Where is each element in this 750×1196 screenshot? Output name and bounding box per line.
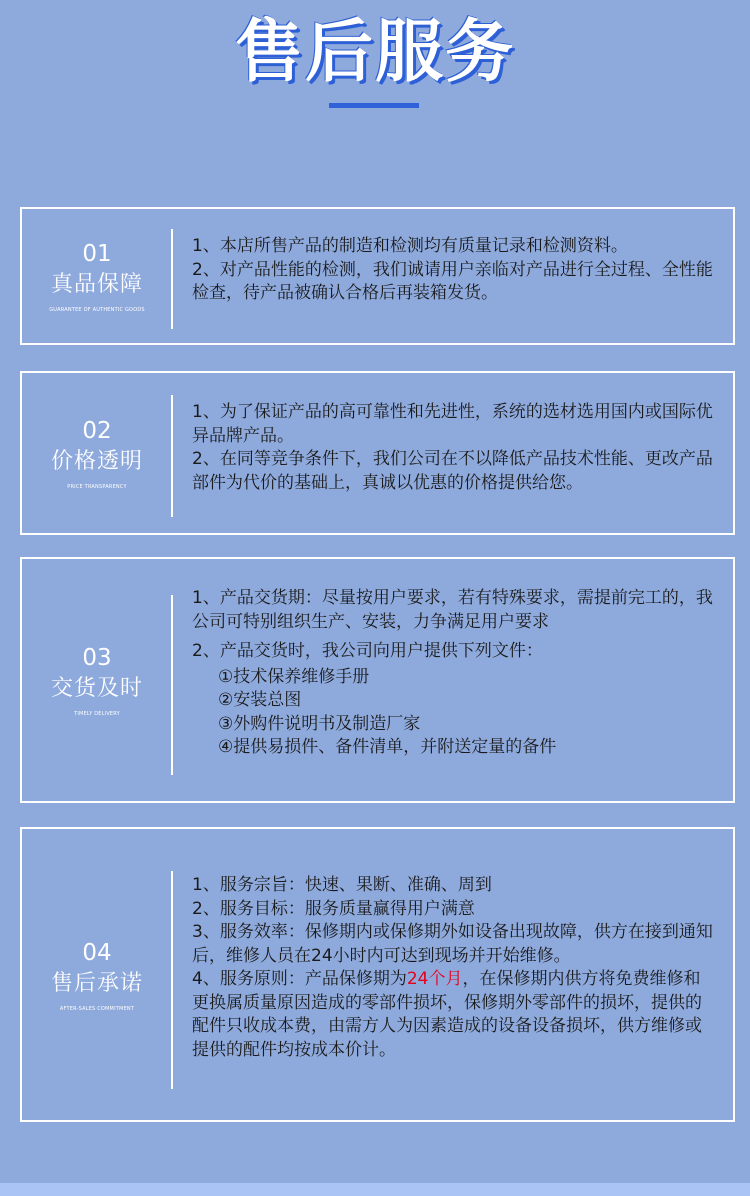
card-label-block — [22, 559, 172, 801]
card-divider — [171, 871, 173, 1089]
card-line: 2、服务目标：服务质量赢得用户满意 — [192, 898, 475, 919]
card-divider — [171, 229, 173, 329]
page-title: 售后服务 — [234, 13, 515, 92]
card-line: 1、为了保证产品的高可靠性和先进性，系统的选材选用国内或国际优异品牌产品。 — [192, 402, 713, 446]
card-subtitle: PRICE TRANSPARENCY — [67, 484, 127, 490]
card-timely-delivery — [20, 557, 735, 803]
card-title: 真品保障 — [50, 272, 143, 297]
card-number: 02 — [82, 418, 112, 444]
card-label-block — [22, 829, 172, 1120]
card-divider — [171, 395, 173, 517]
card-line: 1、服务宗旨：快速、果断、准确、周到 — [192, 875, 492, 895]
card-text — [192, 401, 713, 495]
card-label-block — [22, 373, 172, 533]
card-line: 2、产品交货时，我公司向用户提供下列文件： — [192, 641, 543, 661]
list-item: ④提供易损件、备件清单，并附送定量的备件 — [218, 737, 557, 757]
card-line: 3、服务效率：保修期内或保修期外如设备出现故障，供方在接到通知后，维修人员在24小时内可达到现场并开始维修。 — [192, 922, 713, 966]
card-subtitle: AFTER-SALES COMMITMENT — [59, 1005, 135, 1012]
card-divider — [171, 595, 173, 775]
card-line: 1、本店所售产品的制造和检测均有质量记录和检测资料。 — [192, 236, 628, 256]
card-subtitle: GUARANTEE OF AUTHENTIC GOODS — [49, 307, 145, 313]
card-line: 1、产品交货期：尽量按用户要求，若有特殊要求，需提前完工的，我公司可特别组织生产、安装，力争满足用户要求 — [192, 588, 713, 632]
list-item: ②安装总图 — [218, 690, 302, 710]
bottom-strip — [0, 1183, 750, 1196]
warranty-text-post: ，在保修期内供方将免费维修和更换属质量原因造成的零部件损坏，保修期外零部件的损坏，提供的配件只收成本费，由需方人为因素造成的设备设备损坏，供方维修或提供的配件均按成本价计。 — [192, 969, 702, 1060]
card-line — [192, 968, 713, 1062]
card-number: 04 — [82, 939, 112, 966]
card-title: 售后承诺 — [50, 970, 143, 996]
card-number: 03 — [82, 645, 112, 671]
card-text — [192, 587, 713, 760]
card-after-sales — [20, 827, 735, 1122]
card-price-transparency — [20, 371, 735, 535]
card-number: 01 — [82, 241, 112, 267]
list-item: ③外购件说明书及制造厂家 — [218, 713, 421, 734]
warranty-period-highlight: 24个月 — [406, 969, 463, 989]
title-underline — [329, 103, 419, 108]
card-line: 2、在同等竞争条件下，我们公司在不以降低产品技术性能、更改产品部件为代价的基础上，真诚以优惠的价格提供给您。 — [192, 449, 713, 493]
warranty-text-pre: 4、服务原则：产品保修期为 — [192, 969, 407, 989]
card-text — [192, 874, 713, 1062]
card-title: 价格透明 — [50, 449, 143, 474]
list-item: ①技术保养维修手册 — [218, 666, 370, 687]
card-title: 交货及时 — [50, 676, 143, 701]
card-label-block — [22, 209, 172, 343]
card-authentic-goods — [20, 207, 735, 345]
card-text — [192, 235, 713, 306]
card-line: 2、对产品性能的检测，我们诚请用户亲临对产品进行全过程、全性能检查，待产品被确认合格后再装箱发货。 — [192, 259, 713, 303]
card-subtitle: TIMELY DELIVERY — [74, 711, 120, 717]
